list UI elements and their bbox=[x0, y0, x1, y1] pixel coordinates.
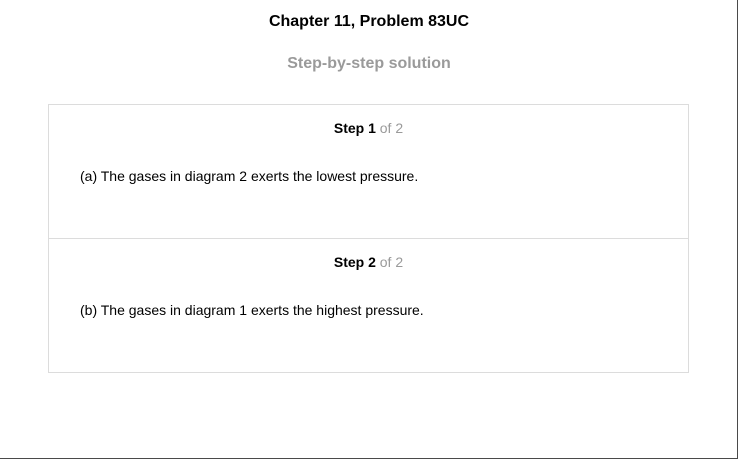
page-title: Chapter 11, Problem 83UC bbox=[268, 13, 470, 30]
step-count: of 2 bbox=[379, 120, 404, 136]
step-header bbox=[49, 253, 688, 271]
step-text: (b) The gases in diagram 1 exerts the highest pressure. bbox=[80, 302, 424, 318]
step-header bbox=[49, 119, 688, 137]
step-label: Step 1 bbox=[333, 120, 376, 136]
step-label: Step 2 bbox=[333, 254, 376, 270]
solution-steps bbox=[48, 104, 689, 373]
step-card bbox=[49, 238, 688, 372]
step-card bbox=[49, 105, 688, 238]
step-text: (a) The gases in diagram 2 exerts the lowest pressure. bbox=[80, 168, 419, 184]
page-subtitle: Step-by-step solution bbox=[287, 55, 451, 72]
step-count: of 2 bbox=[379, 254, 404, 270]
